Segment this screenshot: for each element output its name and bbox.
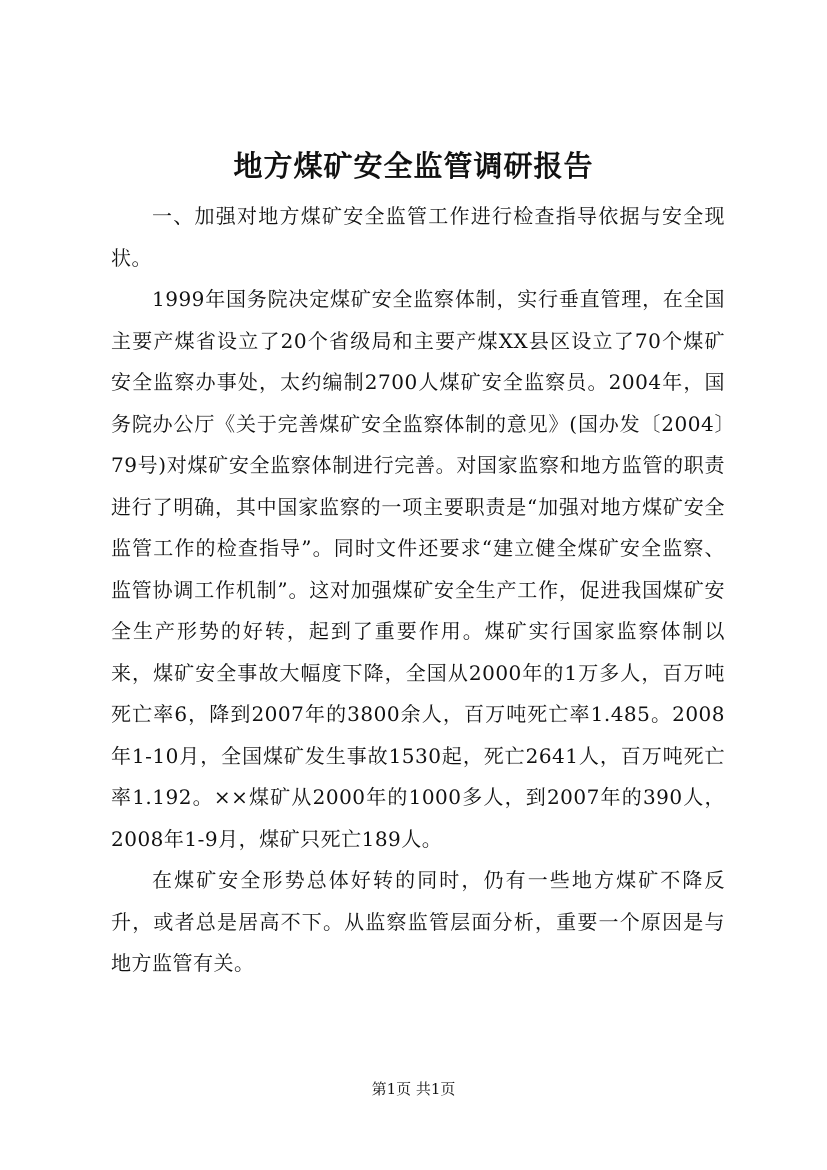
paragraph-section-heading: 一、加强对地方煤矿安全监管工作进行检查指导依据与安全现状。: [111, 204, 725, 270]
paragraph-history: 1999年国务院决定煤矿安全监察体制，实行垂直管理，在全国主要产煤省设立了20个省级局和主要产煤XX县区设立了70个煤矿安全监察办事处，太约编制2700人煤矿安全监察员。2004年，国务院办公厅《关于完善煤矿安全监察体制的意见》(国办发〔2004〕79号)对煤矿安全监察体制进行完善。对国家监察和地方监管的职责进行了明确，其中国家监察的一项主要职责是“加强对地方煤矿安全监管工作的检查指导”。同时文件还要求“建立健全煤矿安全监察、监管协调工作机制”。这对加强煤矿安全生产工作，促进我国煤矿安全生产形势的好转，起到了重要作用。煤矿实行国家监察体制以来，煤矿安全事故大幅度下降，全国从2000年的1万多人，百万吨死亡率6，降到2007年的3800余人，百万吨死亡率1.485。2008年1-10月，全国煤矿发生事故1530起，死亡2641人，百万吨死亡率1.192。××煤矿从2000年的1000多人，到2007年的390人，2008年1-9月，煤矿只死亡189人。: [111, 287, 725, 851]
page-footer: 第1页 共1页: [371, 1080, 456, 1098]
document-body: [111, 196, 725, 985]
paragraph-analysis: 在煤矿安全形势总体好转的同时，仍有一些地方煤矿不降反升，或者总是居高不下。从监察监管层面分析，重要一个原因是与地方监管有关。: [111, 868, 725, 975]
document-title: 地方煤矿安全监管调研报告: [233, 149, 594, 183]
